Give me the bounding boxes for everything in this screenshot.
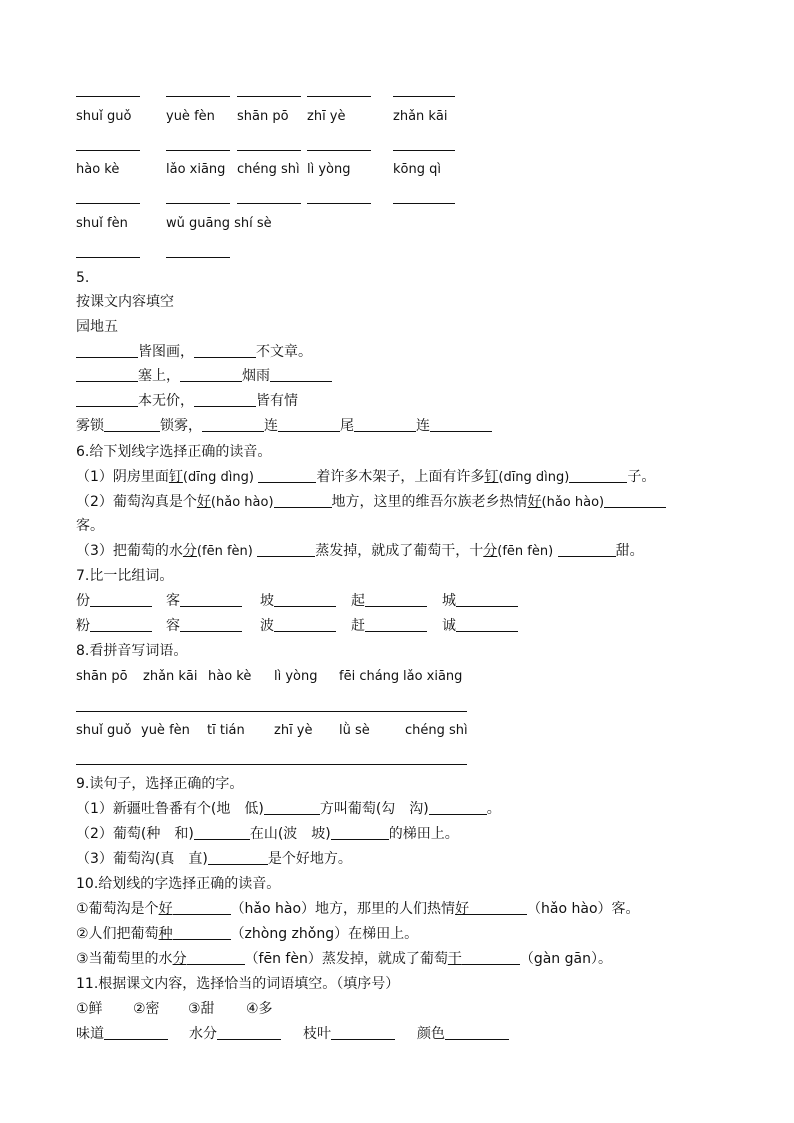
text: （3）葡萄沟(真 直) <box>76 851 208 867</box>
answer-blank[interactable] <box>166 257 230 258</box>
answer-blank[interactable] <box>393 150 455 151</box>
sentence <box>76 850 352 868</box>
text: （fēn fèn）蒸发掉，就成了葡萄 <box>244 951 448 967</box>
pinyin-word: lì yòng <box>307 162 351 177</box>
sentence <box>76 542 644 561</box>
underlined-char: 分 <box>182 543 197 559</box>
answer-blank[interactable] <box>104 1025 168 1040</box>
answer-blank[interactable] <box>445 1025 509 1040</box>
answer-blank[interactable] <box>76 257 140 258</box>
answer-blank[interactable] <box>76 150 140 151</box>
fill-item <box>303 1025 395 1043</box>
answer-blank[interactable] <box>206 764 271 765</box>
text: 子。 <box>627 469 656 485</box>
answer-blank[interactable] <box>604 493 666 508</box>
text: （zhòng zhǒng）在梯田上。 <box>230 926 419 942</box>
answer-blank[interactable] <box>401 711 467 712</box>
text: 连 <box>264 418 278 434</box>
answer-blank[interactable] <box>76 764 141 765</box>
answer-blank[interactable] <box>278 417 340 432</box>
pinyin-word: shān pō <box>76 669 128 684</box>
pinyin-word: lǜ sè <box>339 723 370 738</box>
answer-blank[interactable] <box>569 468 627 483</box>
answer-blank[interactable] <box>336 711 401 712</box>
answer-blank[interactable] <box>307 96 371 97</box>
answer-blank[interactable] <box>187 950 245 965</box>
pinyin-word: fēi cháng <box>339 669 400 684</box>
character: 客 <box>166 593 180 609</box>
section-subtitle: 园地五 <box>76 319 118 335</box>
answer-blank[interactable] <box>258 468 316 483</box>
character: 容 <box>166 618 180 634</box>
text: 是个好地方。 <box>267 851 352 867</box>
char-item <box>76 617 152 635</box>
fill-item <box>76 1025 168 1043</box>
text: （hǎo hào）客。 <box>527 901 640 917</box>
text: 不文章。 <box>256 344 312 360</box>
sentence <box>76 925 418 943</box>
answer-blank[interactable] <box>217 1025 281 1040</box>
pinyin-word: lì yòng <box>274 669 318 684</box>
question-title: 9.读句子，选择正确的字。 <box>76 776 244 792</box>
text: 烟雨 <box>242 368 270 384</box>
underlined-char: 好 <box>196 494 211 510</box>
text: 尾 <box>340 418 354 434</box>
text: 方叫葡萄(勾 沟) <box>319 801 429 817</box>
text: （1）新疆吐鲁番有个(地 低) <box>76 801 264 817</box>
answer-blank[interactable] <box>365 617 427 632</box>
answer-blank[interactable] <box>90 617 152 632</box>
option: ③甜 <box>188 1001 215 1017</box>
question-title: 6.给下划线字选择正确的读音。 <box>76 444 272 460</box>
answer-blank[interactable] <box>194 825 250 840</box>
answer-blank[interactable] <box>237 96 301 97</box>
char-item <box>442 617 518 635</box>
answer-blank[interactable] <box>76 343 138 358</box>
answer-blank[interactable] <box>456 592 518 607</box>
answer-blank[interactable] <box>166 96 230 97</box>
underlined-char: 好 <box>158 901 173 917</box>
answer-blank[interactable] <box>141 764 206 765</box>
question-title: 7.比一比组词。 <box>76 568 174 584</box>
character: 粉 <box>76 618 90 634</box>
answer-blank[interactable] <box>76 392 138 407</box>
text: 皆有情 <box>256 393 298 409</box>
answer-blank[interactable] <box>401 764 467 765</box>
text: 锁雾， <box>160 418 202 434</box>
answer-blank[interactable] <box>271 711 336 712</box>
text: （2）葡萄(种 和) <box>76 826 194 842</box>
answer-blank[interactable] <box>76 203 140 204</box>
underlined-char: 干 <box>447 951 462 967</box>
answer-blank[interactable] <box>194 343 256 358</box>
answer-blank[interactable] <box>307 203 371 204</box>
answer-blank[interactable] <box>194 392 256 407</box>
pinyin-word: zhǎn kāi <box>143 669 198 684</box>
text: （hǎo hào）地方，那里的人们热情 <box>230 901 456 917</box>
text: ③当葡萄里的水 <box>76 951 173 967</box>
text: 雾锁 <box>76 418 104 434</box>
sentence <box>76 800 501 818</box>
character: 波 <box>260 618 274 634</box>
underlined-char: 种 <box>158 926 173 942</box>
underlined-char: 好 <box>527 494 542 510</box>
answer-blank[interactable] <box>237 150 301 151</box>
answer-blank[interactable] <box>166 150 230 151</box>
answer-blank[interactable] <box>166 203 230 204</box>
answer-blank[interactable] <box>429 800 487 815</box>
answer-blank[interactable] <box>270 367 332 382</box>
character: 诚 <box>442 618 456 634</box>
character: 份 <box>76 593 90 609</box>
answer-blank[interactable] <box>354 417 416 432</box>
answer-blank[interactable] <box>76 96 140 97</box>
pinyin-word: kōng qì <box>393 162 441 177</box>
pinyin-word: lǎo xiāng <box>166 162 226 177</box>
char-item <box>351 617 427 635</box>
text: ①葡萄沟是个 <box>76 901 159 917</box>
fill-line <box>76 367 332 385</box>
question-title: 11.根据课文内容，选择恰当的词语填空。（填序号） <box>76 976 400 992</box>
answer-blank[interactable] <box>274 493 332 508</box>
sentence <box>76 950 612 968</box>
text: 枝叶 <box>303 1026 331 1042</box>
char-item <box>260 592 336 610</box>
underlined-char: 好 <box>455 901 470 917</box>
question-title: 8.看拼音写词语。 <box>76 643 188 659</box>
pinyin-word: yuè fèn <box>166 109 215 124</box>
pinyin-options: (fēn fèn) <box>497 544 554 559</box>
answer-blank[interactable] <box>180 617 242 632</box>
char-item <box>166 592 242 610</box>
answer-blank[interactable] <box>237 203 301 204</box>
text: 甜。 <box>615 543 644 559</box>
text: 地方，这里的维吾尔族老乡热情 <box>331 494 528 510</box>
pinyin-word: wǔ guāng shí sè <box>166 216 272 231</box>
sentence <box>76 825 459 843</box>
answer-blank[interactable] <box>180 592 242 607</box>
answer-blank[interactable] <box>331 1025 395 1040</box>
answer-blank[interactable] <box>274 592 336 607</box>
answer-blank[interactable] <box>173 925 231 940</box>
answer-blank[interactable] <box>274 617 336 632</box>
underlined-char: 钉 <box>484 469 499 485</box>
text: 本无价， <box>138 393 194 409</box>
text: 的梯田上。 <box>388 826 459 842</box>
underlined-char: 钉 <box>168 469 183 485</box>
pinyin-word: shuǐ guǒ <box>76 723 132 738</box>
answer-blank[interactable] <box>456 617 518 632</box>
underlined-char: 分 <box>483 543 498 559</box>
text: 味道 <box>76 1026 104 1042</box>
answer-blank[interactable] <box>365 592 427 607</box>
fill-line <box>76 392 298 410</box>
char-item <box>76 592 152 610</box>
character: 赶 <box>351 618 365 634</box>
answer-blank[interactable] <box>206 711 271 712</box>
answer-blank[interactable] <box>307 150 371 151</box>
answer-blank[interactable] <box>104 417 160 432</box>
pinyin-word: zhǎn kāi <box>393 109 448 124</box>
pinyin-options: (dīng dìng) <box>498 470 570 485</box>
answer-blank[interactable] <box>430 417 492 432</box>
question-title: 按课文内容填空 <box>76 294 174 310</box>
pinyin-options: (hǎo hào) <box>541 495 605 510</box>
answer-blank[interactable] <box>331 825 389 840</box>
character: 坡 <box>260 593 274 609</box>
sentence <box>76 493 666 512</box>
text: 在山(波 坡) <box>249 826 331 842</box>
pinyin-word: tī tián <box>207 723 245 738</box>
answer-blank[interactable] <box>173 900 231 915</box>
option: ①鲜 <box>76 1001 103 1017</box>
pinyin-options: (fēn fèn) <box>196 544 253 559</box>
fill-item <box>189 1025 281 1043</box>
answer-blank[interactable] <box>271 764 336 765</box>
text: （1）阴房里面 <box>76 469 169 485</box>
text: 颜色 <box>417 1026 445 1042</box>
fill-item <box>417 1025 509 1043</box>
fill-line <box>76 417 492 435</box>
underlined-char: 分 <box>172 951 187 967</box>
pinyin-word: hào kè <box>76 162 120 177</box>
text: 水分 <box>189 1026 217 1042</box>
pinyin-word: chéng shì <box>237 162 300 177</box>
text: （gàn gān）。 <box>519 951 612 967</box>
pinyin-word: chéng shì <box>405 723 468 738</box>
question-title: 10.给划线的字选择正确的读音。 <box>76 876 281 892</box>
text: （3）把葡萄的水 <box>76 543 183 559</box>
answer-blank[interactable] <box>393 203 455 204</box>
char-item <box>260 617 336 635</box>
answer-blank[interactable] <box>208 850 268 865</box>
answer-blank[interactable] <box>202 417 264 432</box>
pinyin-word: shān pō <box>237 109 289 124</box>
answer-blank[interactable] <box>141 711 206 712</box>
text: ②人们把葡萄 <box>76 926 159 942</box>
character: 起 <box>351 593 365 609</box>
answer-blank[interactable] <box>336 764 401 765</box>
char-item <box>166 617 242 635</box>
pinyin-word: zhī yè <box>274 723 313 738</box>
text: 着许多木架子，上面有许多 <box>316 469 485 485</box>
pinyin-options: (dīng dìng) <box>182 470 254 485</box>
pinyin-word: zhī yè <box>307 109 346 124</box>
character: 城 <box>442 593 456 609</box>
pinyin-word: lǎo xiāng <box>403 669 463 684</box>
text: 。 <box>486 801 501 817</box>
answer-blank[interactable] <box>469 900 527 915</box>
pinyin-word: hào kè <box>208 669 252 684</box>
answer-blank[interactable] <box>76 367 138 382</box>
pinyin-word: yuè fèn <box>141 723 190 738</box>
answer-blank[interactable] <box>180 367 242 382</box>
answer-blank[interactable] <box>393 96 455 97</box>
option: ②密 <box>133 1001 160 1017</box>
char-item <box>442 592 518 610</box>
answer-blank[interactable] <box>264 800 320 815</box>
text: 塞上， <box>138 368 180 384</box>
pinyin-word: shuǐ fèn <box>76 216 128 231</box>
sentence <box>76 468 655 487</box>
answer-blank[interactable] <box>462 950 520 965</box>
question-number: 5. <box>76 270 90 286</box>
answer-blank[interactable] <box>76 711 141 712</box>
answer-blank[interactable] <box>257 542 315 557</box>
text: 皆图画， <box>138 344 194 360</box>
text: 蒸发掉，就成了葡萄干，十 <box>315 543 484 559</box>
fill-line <box>76 343 312 361</box>
text: 连 <box>416 418 430 434</box>
pinyin-word: shuǐ guǒ <box>76 109 132 124</box>
option: ④多 <box>246 1001 273 1017</box>
char-item <box>351 592 427 610</box>
text: （2）葡萄沟真是个 <box>76 494 197 510</box>
pinyin-options: (hǎo hào) <box>210 495 274 510</box>
answer-blank[interactable] <box>90 592 152 607</box>
sentence <box>76 900 640 918</box>
sentence-continued: 客。 <box>76 518 104 534</box>
answer-blank[interactable] <box>558 542 616 557</box>
